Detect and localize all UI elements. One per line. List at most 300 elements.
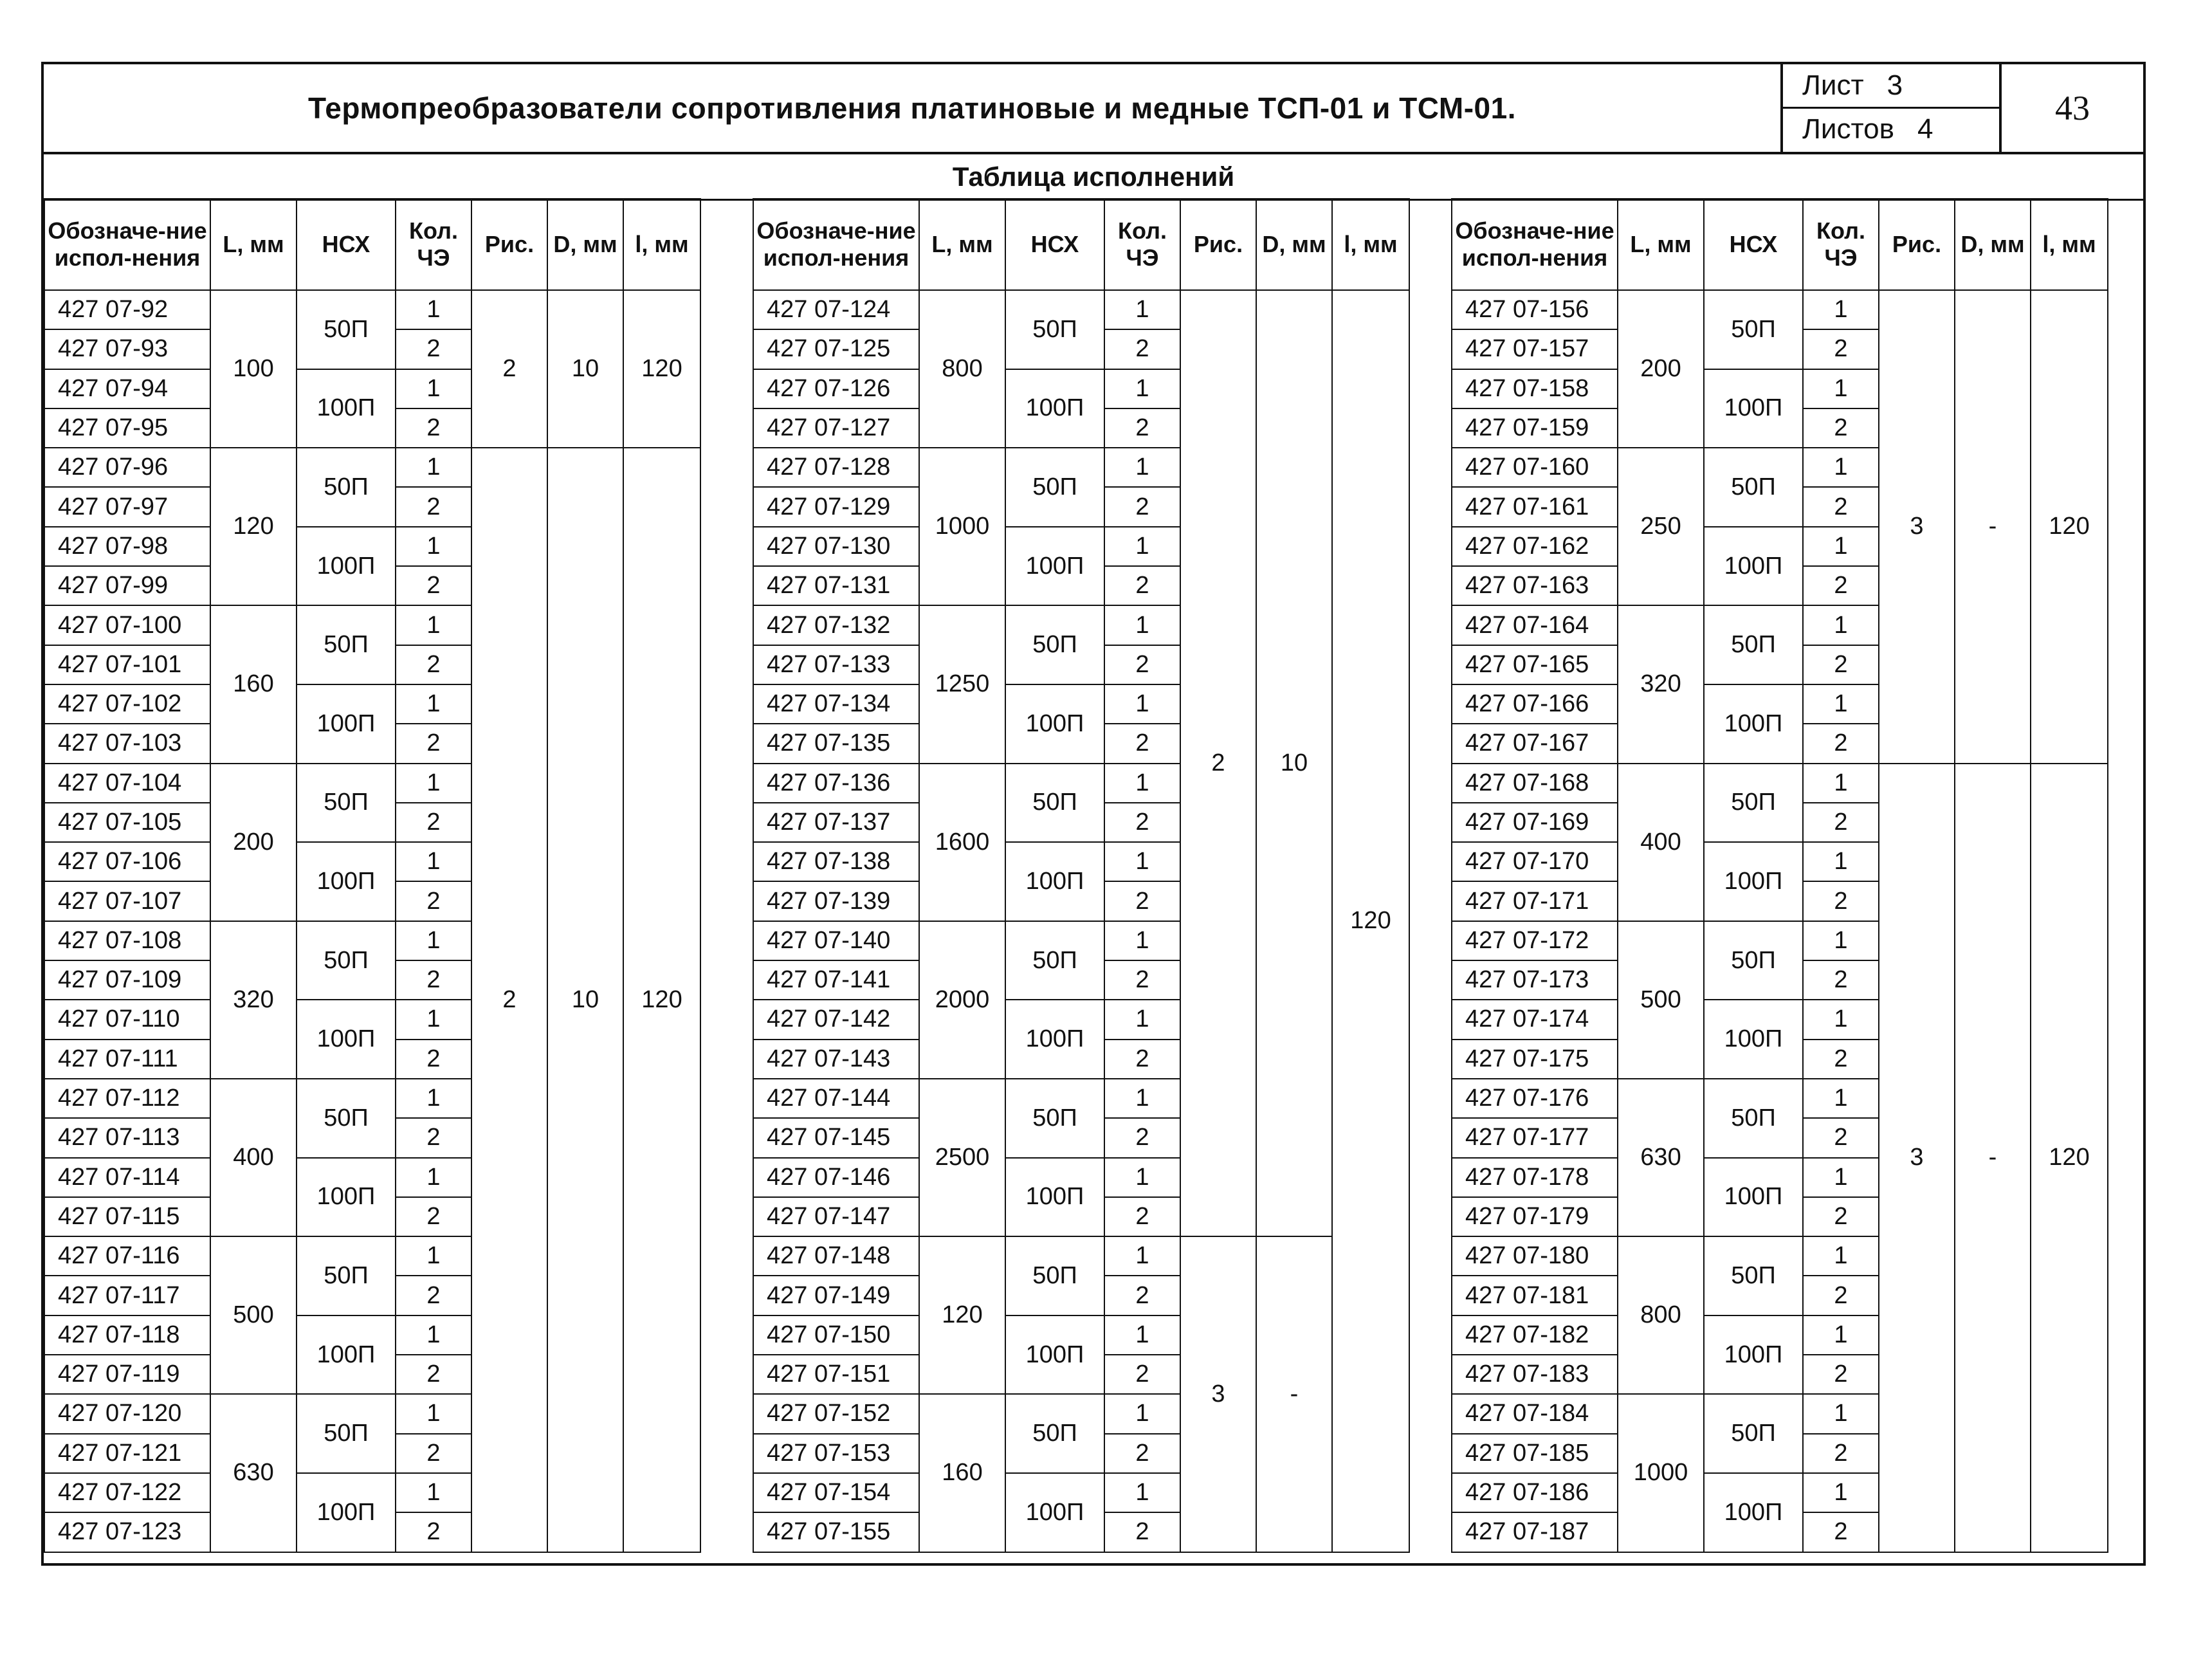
kol-cell: 2 (396, 803, 471, 842)
designation-cell: 427 07-130 (753, 527, 919, 566)
designation-cell: 427 07-110 (44, 1000, 210, 1039)
designation-cell: 427 07-151 (753, 1355, 919, 1394)
kol-cell: 1 (1803, 290, 1879, 329)
kol-cell: 1 (1104, 448, 1180, 487)
kol-cell: 2 (396, 566, 471, 605)
kol-cell: 2 (1104, 329, 1180, 369)
l-cell: 120 (2031, 764, 2108, 1552)
table-row (1452, 764, 2108, 803)
column-header-L: L, мм (1618, 199, 1704, 290)
sheet-label: Лист (1802, 69, 1864, 101)
document-title: Термопреобразователи сопротивления платиновые и медные ТСП-01 и ТСМ-01. (308, 91, 1516, 125)
column-header-kol: Кол. ЧЭ (1104, 199, 1180, 290)
nsx-cell: 50П (1005, 1079, 1104, 1158)
designation-cell: 427 07-137 (753, 803, 919, 842)
designation-cell: 427 07-93 (44, 329, 210, 369)
kol-cell: 2 (1104, 487, 1180, 526)
kol-cell: 1 (1803, 1079, 1879, 1118)
designation-cell: 427 07-175 (1452, 1040, 1618, 1079)
nsx-cell: 50П (297, 448, 396, 527)
kol-cell: 2 (1104, 881, 1180, 921)
designation-cell: 427 07-154 (753, 1473, 919, 1512)
nsx-cell: 50П (1704, 1079, 1803, 1158)
designation-cell: 427 07-128 (753, 448, 919, 487)
designation-cell: 427 07-168 (1452, 764, 1618, 803)
kol-cell: 1 (396, 448, 471, 487)
designation-cell: 427 07-181 (1452, 1276, 1618, 1315)
nsx-cell: 100П (1704, 527, 1803, 606)
length-cell: 630 (210, 1394, 297, 1552)
kol-cell: 1 (396, 1236, 471, 1276)
kol-cell: 1 (396, 527, 471, 566)
kol-cell: 1 (396, 1473, 471, 1512)
designation-cell: 427 07-100 (44, 605, 210, 645)
table-row (44, 290, 700, 329)
designation-cell: 427 07-109 (44, 960, 210, 1000)
nsx-cell: 50П (1704, 1236, 1803, 1315)
designation-cell: 427 07-172 (1452, 921, 1618, 960)
kol-cell: 1 (396, 921, 471, 960)
table-row (44, 448, 700, 487)
kol-cell: 1 (1104, 921, 1180, 960)
designation-cell: 427 07-171 (1452, 881, 1618, 921)
length-cell: 320 (1618, 605, 1704, 763)
designation-cell: 427 07-187 (1452, 1512, 1618, 1552)
kol-cell: 2 (1803, 1197, 1879, 1236)
designation-cell: 427 07-115 (44, 1197, 210, 1236)
nsx-cell: 100П (1704, 684, 1803, 764)
kol-cell: 1 (1803, 527, 1879, 566)
designation-cell: 427 07-161 (1452, 487, 1618, 526)
column-header-ris: Рис. (1879, 199, 1955, 290)
kol-cell: 1 (1104, 605, 1180, 645)
length-cell: 320 (210, 921, 297, 1079)
designation-cell: 427 07-126 (753, 369, 919, 408)
column-header-nsx: НСХ (1005, 199, 1104, 290)
designation-cell: 427 07-123 (44, 1512, 210, 1552)
nsx-cell: 100П (297, 684, 396, 764)
designation-cell: 427 07-174 (1452, 1000, 1618, 1039)
nsx-cell: 100П (1005, 1473, 1104, 1552)
kol-cell: 2 (1803, 1276, 1879, 1315)
kol-cell: 2 (1104, 1118, 1180, 1157)
sheets-value: 4 (1917, 113, 1933, 145)
sheet-value: 3 (1887, 69, 1903, 101)
designation-cell: 427 07-116 (44, 1236, 210, 1276)
kol-cell: 2 (1803, 408, 1879, 448)
kol-cell: 2 (1803, 1040, 1879, 1079)
kol-cell: 2 (1803, 487, 1879, 526)
designation-cell: 427 07-107 (44, 881, 210, 921)
length-cell: 160 (210, 605, 297, 763)
length-cell: 630 (1618, 1079, 1704, 1236)
column-header-ris: Рис. (1180, 199, 1256, 290)
column-header-designation: Обозначе-ние испол-нения (753, 199, 919, 290)
kol-cell: 2 (1104, 408, 1180, 448)
kol-cell: 2 (1803, 803, 1879, 842)
designation-cell: 427 07-184 (1452, 1394, 1618, 1433)
designation-cell: 427 07-164 (1452, 605, 1618, 645)
kol-cell: 2 (1104, 724, 1180, 763)
designation-cell: 427 07-149 (753, 1276, 919, 1315)
ris-cell: 2 (1180, 290, 1256, 1236)
length-cell: 500 (210, 1236, 297, 1394)
designation-cell: 427 07-165 (1452, 645, 1618, 684)
designation-cell: 427 07-101 (44, 645, 210, 684)
kol-cell: 2 (1104, 803, 1180, 842)
designation-cell: 427 07-108 (44, 921, 210, 960)
nsx-cell: 100П (297, 1315, 396, 1395)
ris-cell: 3 (1180, 1236, 1256, 1552)
kol-cell: 2 (1803, 1355, 1879, 1394)
sheets-label: Листов (1802, 113, 1894, 145)
sheet-row (1783, 64, 1999, 107)
nsx-cell: 50П (297, 605, 396, 684)
kol-cell: 2 (396, 724, 471, 763)
nsx-cell: 100П (1704, 842, 1803, 921)
designation-cell: 427 07-166 (1452, 684, 1618, 724)
spec-table-1 (44, 198, 701, 1553)
nsx-cell: 50П (1005, 448, 1104, 527)
nsx-cell: 100П (1704, 1000, 1803, 1079)
column-header-l: l, мм (623, 199, 700, 290)
kol-cell: 1 (396, 369, 471, 408)
nsx-cell: 100П (1005, 1315, 1104, 1395)
length-cell: 100 (210, 290, 297, 448)
table-row (1452, 290, 2108, 329)
page-number: 43 (1999, 64, 2143, 152)
l-cell: 120 (2031, 290, 2108, 764)
kol-cell: 1 (396, 1158, 471, 1197)
column-header-designation: Обозначе-ние испол-нения (44, 199, 210, 290)
l-cell: 120 (1332, 290, 1409, 1552)
kol-cell: 2 (1104, 1040, 1180, 1079)
designation-cell: 427 07-125 (753, 329, 919, 369)
kol-cell: 2 (396, 1118, 471, 1157)
length-cell: 120 (210, 448, 297, 605)
D-cell: - (1256, 1236, 1332, 1552)
sheets-row (1783, 107, 1999, 149)
nsx-cell: 100П (1704, 1473, 1803, 1552)
kol-cell: 2 (1803, 566, 1879, 605)
ris-cell: 3 (1879, 290, 1955, 764)
designation-cell: 427 07-114 (44, 1158, 210, 1197)
designation-cell: 427 07-139 (753, 881, 919, 921)
nsx-cell: 50П (1005, 1394, 1104, 1473)
kol-cell: 2 (396, 881, 471, 921)
nsx-cell: 100П (1005, 684, 1104, 764)
kol-cell: 2 (1803, 881, 1879, 921)
kol-cell: 2 (1104, 1434, 1180, 1473)
designation-cell: 427 07-162 (1452, 527, 1618, 566)
length-cell: 800 (1618, 1236, 1704, 1394)
l-cell: 120 (623, 448, 700, 1552)
designation-cell: 427 07-160 (1452, 448, 1618, 487)
length-cell: 250 (1618, 448, 1704, 605)
kol-cell: 2 (396, 1512, 471, 1552)
designation-cell: 427 07-136 (753, 764, 919, 803)
designation-cell: 427 07-102 (44, 684, 210, 724)
nsx-cell: 50П (1005, 1236, 1104, 1315)
nsx-cell: 50П (297, 290, 396, 369)
nsx-cell: 100П (1704, 369, 1803, 448)
kol-cell: 1 (1104, 1158, 1180, 1197)
spec-table-2 (753, 198, 1410, 1553)
kol-cell: 1 (1803, 1394, 1879, 1433)
kol-cell: 2 (1104, 960, 1180, 1000)
designation-cell: 427 07-170 (1452, 842, 1618, 881)
kol-cell: 1 (1104, 1236, 1180, 1276)
designation-cell: 427 07-105 (44, 803, 210, 842)
ris-cell: 3 (1879, 764, 1955, 1552)
designation-cell: 427 07-111 (44, 1040, 210, 1079)
kol-cell: 2 (396, 960, 471, 1000)
designation-cell: 427 07-129 (753, 487, 919, 526)
designation-cell: 427 07-131 (753, 566, 919, 605)
nsx-cell: 50П (1704, 921, 1803, 1000)
sheet-info-box (1780, 64, 1999, 152)
designation-cell: 427 07-182 (1452, 1315, 1618, 1355)
designation-cell: 427 07-156 (1452, 290, 1618, 329)
kol-cell: 1 (1803, 1158, 1879, 1197)
kol-cell: 1 (1803, 1236, 1879, 1276)
length-cell: 800 (919, 290, 1005, 448)
nsx-cell: 100П (297, 1473, 396, 1552)
designation-cell: 427 07-134 (753, 684, 919, 724)
kol-cell: 1 (1803, 448, 1879, 487)
designation-cell: 427 07-147 (753, 1197, 919, 1236)
nsx-cell: 100П (1005, 1158, 1104, 1237)
designation-cell: 427 07-185 (1452, 1434, 1618, 1473)
kol-cell: 2 (1803, 724, 1879, 763)
kol-cell: 2 (396, 1040, 471, 1079)
designation-cell: 427 07-186 (1452, 1473, 1618, 1512)
ris-cell: 2 (471, 290, 547, 448)
kol-cell: 1 (1104, 1394, 1180, 1433)
designation-cell: 427 07-153 (753, 1434, 919, 1473)
column-header-D: D, мм (1256, 199, 1332, 290)
kol-cell: 1 (1104, 527, 1180, 566)
nsx-cell: 100П (1005, 369, 1104, 448)
column-header-D: D, мм (547, 199, 623, 290)
column-header-nsx: НСХ (297, 199, 396, 290)
nsx-cell: 100П (297, 842, 396, 921)
designation-cell: 427 07-113 (44, 1118, 210, 1157)
designation-cell: 427 07-176 (1452, 1079, 1618, 1118)
length-cell: 1000 (1618, 1394, 1704, 1552)
kol-cell: 1 (1104, 1473, 1180, 1512)
spec-table-3 (1451, 198, 2108, 1553)
nsx-cell: 50П (1704, 1394, 1803, 1473)
kol-cell: 2 (1803, 960, 1879, 1000)
designation-cell: 427 07-177 (1452, 1118, 1618, 1157)
length-cell: 1600 (919, 764, 1005, 921)
D-cell: 10 (547, 290, 623, 448)
kol-cell: 1 (396, 290, 471, 329)
designation-cell: 427 07-150 (753, 1315, 919, 1355)
designation-cell: 427 07-117 (44, 1276, 210, 1315)
designation-cell: 427 07-159 (1452, 408, 1618, 448)
designation-cell: 427 07-180 (1452, 1236, 1618, 1276)
designation-cell: 427 07-118 (44, 1315, 210, 1355)
designation-cell: 427 07-121 (44, 1434, 210, 1473)
length-cell: 2500 (919, 1079, 1005, 1236)
designation-cell: 427 07-167 (1452, 724, 1618, 763)
designation-cell: 427 07-155 (753, 1512, 919, 1552)
kol-cell: 2 (396, 1276, 471, 1315)
kol-cell: 1 (396, 1079, 471, 1118)
length-cell: 1250 (919, 605, 1005, 763)
kol-cell: 1 (396, 764, 471, 803)
designation-cell: 427 07-138 (753, 842, 919, 881)
kol-cell: 1 (396, 605, 471, 645)
designation-cell: 427 07-173 (1452, 960, 1618, 1000)
kol-cell: 1 (1104, 290, 1180, 329)
kol-cell: 2 (1104, 566, 1180, 605)
designation-cell: 427 07-163 (1452, 566, 1618, 605)
length-cell: 400 (1618, 764, 1704, 921)
nsx-cell: 100П (1005, 527, 1104, 606)
D-cell: - (1955, 764, 2031, 1552)
kol-cell: 2 (1803, 1118, 1879, 1157)
kol-cell: 1 (1104, 764, 1180, 803)
designation-cell: 427 07-98 (44, 527, 210, 566)
kol-cell: 2 (396, 1355, 471, 1394)
designation-cell: 427 07-104 (44, 764, 210, 803)
nsx-cell: 50П (1704, 605, 1803, 684)
nsx-cell: 50П (297, 1079, 396, 1158)
designation-cell: 427 07-148 (753, 1236, 919, 1276)
designation-cell: 427 07-183 (1452, 1355, 1618, 1394)
nsx-cell: 50П (297, 764, 396, 843)
kol-cell: 1 (1803, 1315, 1879, 1355)
designation-cell: 427 07-132 (753, 605, 919, 645)
designation-cell: 427 07-145 (753, 1118, 919, 1157)
kol-cell: 1 (396, 1000, 471, 1039)
kol-cell: 1 (1104, 1315, 1180, 1355)
designation-cell: 427 07-92 (44, 290, 210, 329)
column-header-ris: Рис. (471, 199, 547, 290)
kol-cell: 2 (1104, 1197, 1180, 1236)
kol-cell: 1 (1803, 1473, 1879, 1512)
column-header-designation: Обозначе-ние испол-нения (1452, 199, 1618, 290)
nsx-cell: 50П (1005, 290, 1104, 369)
designation-cell: 427 07-94 (44, 369, 210, 408)
kol-cell: 1 (396, 1315, 471, 1355)
kol-cell: 1 (1803, 605, 1879, 645)
designation-cell: 427 07-124 (753, 290, 919, 329)
l-cell: 120 (623, 290, 700, 448)
column-header-l: l, мм (2031, 199, 2108, 290)
length-cell: 2000 (919, 921, 1005, 1079)
kol-cell: 1 (1104, 1079, 1180, 1118)
nsx-cell: 50П (1704, 448, 1803, 527)
nsx-cell: 100П (297, 527, 396, 606)
designation-cell: 427 07-142 (753, 1000, 919, 1039)
designation-cell: 427 07-97 (44, 487, 210, 526)
column-header-kol: Кол. ЧЭ (1803, 199, 1879, 290)
length-cell: 200 (210, 764, 297, 921)
designation-cell: 427 07-141 (753, 960, 919, 1000)
kol-cell: 1 (1803, 921, 1879, 960)
kol-cell: 1 (1803, 684, 1879, 724)
designation-cell: 427 07-122 (44, 1473, 210, 1512)
designation-cell: 427 07-178 (1452, 1158, 1618, 1197)
kol-cell: 2 (396, 329, 471, 369)
nsx-cell: 100П (297, 1158, 396, 1237)
designation-cell: 427 07-158 (1452, 369, 1618, 408)
designation-cell: 427 07-169 (1452, 803, 1618, 842)
nsx-cell: 100П (1704, 1315, 1803, 1395)
kol-cell: 2 (1803, 329, 1879, 369)
kol-cell: 2 (396, 1197, 471, 1236)
column-header-L: L, мм (919, 199, 1005, 290)
kol-cell: 2 (1803, 645, 1879, 684)
designation-cell: 427 07-119 (44, 1355, 210, 1394)
D-cell: - (1955, 290, 2031, 764)
designation-cell: 427 07-135 (753, 724, 919, 763)
kol-cell: 1 (396, 684, 471, 724)
kol-cell: 1 (1803, 369, 1879, 408)
nsx-cell: 50П (1005, 921, 1104, 1000)
length-cell: 120 (919, 1236, 1005, 1394)
column-header-L: L, мм (210, 199, 297, 290)
kol-cell: 1 (1104, 1000, 1180, 1039)
nsx-cell: 100П (1005, 1000, 1104, 1079)
designation-cell: 427 07-96 (44, 448, 210, 487)
designation-cell: 427 07-99 (44, 566, 210, 605)
kol-cell: 1 (1104, 369, 1180, 408)
designation-cell: 427 07-95 (44, 408, 210, 448)
kol-cell: 1 (1104, 842, 1180, 881)
kol-cell: 1 (1803, 1000, 1879, 1039)
nsx-cell: 100П (297, 369, 396, 448)
kol-cell: 2 (1104, 1276, 1180, 1315)
ris-cell: 2 (471, 448, 547, 1552)
designation-cell: 427 07-127 (753, 408, 919, 448)
column-header-nsx: НСХ (1704, 199, 1803, 290)
table-row (753, 290, 1409, 329)
length-cell: 200 (1618, 290, 1704, 448)
designation-cell: 427 07-179 (1452, 1197, 1618, 1236)
designation-cell: 427 07-146 (753, 1158, 919, 1197)
nsx-cell: 100П (1704, 1158, 1803, 1237)
nsx-cell: 50П (297, 1236, 396, 1315)
table-row (753, 1236, 1409, 1276)
table-caption: Таблица исполнений (44, 154, 2143, 201)
designation-cell: 427 07-140 (753, 921, 919, 960)
designation-cell: 427 07-144 (753, 1079, 919, 1118)
kol-cell: 2 (1104, 645, 1180, 684)
designation-cell: 427 07-152 (753, 1394, 919, 1433)
nsx-cell: 100П (297, 1000, 396, 1079)
designation-cell: 427 07-143 (753, 1040, 919, 1079)
nsx-cell: 50П (1005, 764, 1104, 843)
kol-cell: 2 (1803, 1512, 1879, 1552)
kol-cell: 2 (396, 408, 471, 448)
kol-cell: 1 (1803, 842, 1879, 881)
title-block (44, 64, 2143, 154)
designation-cell: 427 07-112 (44, 1079, 210, 1118)
kol-cell: 1 (1104, 684, 1180, 724)
length-cell: 1000 (919, 448, 1005, 605)
nsx-cell: 50П (1005, 605, 1104, 684)
length-cell: 500 (1618, 921, 1704, 1079)
length-cell: 400 (210, 1079, 297, 1236)
length-cell: 160 (919, 1394, 1005, 1552)
kol-cell: 2 (396, 487, 471, 526)
kol-cell: 2 (396, 645, 471, 684)
